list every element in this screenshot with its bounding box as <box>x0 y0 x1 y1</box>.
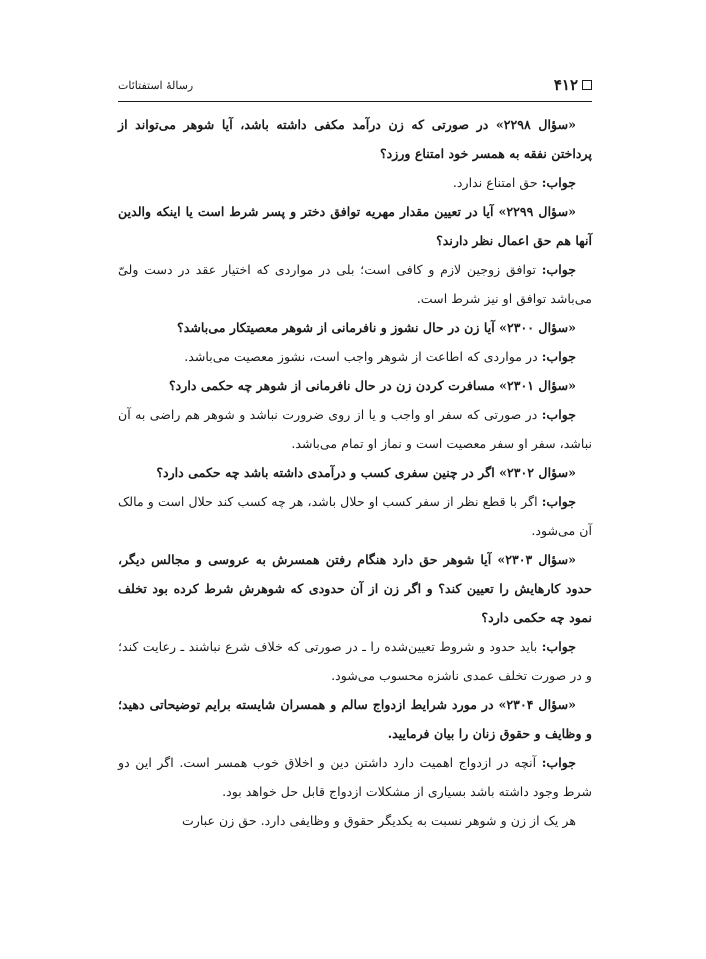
answer-text: در صورتی که سفر او واجب و یا از روی ضرورت نباشد و شوهر هم راضی به آن نباشد، سفر او سفر معصیت است و نماز او تمام می‌باشد. <box>118 407 592 451</box>
question-label: «سؤال ۲۳۰۱» <box>499 378 576 393</box>
qa-content <box>118 110 592 835</box>
question-label: «سؤال ۲۳۰۰» <box>499 320 576 335</box>
question-label: «سؤال ۲۳۰۲» <box>499 465 576 480</box>
answer-label: جواب: <box>541 349 576 364</box>
answer-paragraph <box>118 400 592 458</box>
question-paragraph <box>118 313 592 342</box>
question-text: در مورد شرایط ازدواج سالم و همسران شایسته برایم توضیحاتی دهید؛ و وظایف و حقوق زنان را بیان فرمایید. <box>118 697 592 741</box>
square-bullet-icon <box>582 80 592 90</box>
answer-text: باید حدود و شروط تعیین‌شده را ـ در صورتی که خلاف شرع نباشند ـ رعایت کند؛ و در صورت تخلف عمدی ناشزه محسوب می‌شود. <box>118 639 592 683</box>
page-number: ۴۱۲ <box>554 76 592 94</box>
answer-label: جواب: <box>541 494 576 509</box>
question-text: مسافرت کردن زن در حال نافرمانی از شوهر چه حکمی دارد؟ <box>168 378 500 393</box>
question-label: «سؤال ۲۲۹۸» <box>495 117 576 132</box>
body-text: هر یک از زن و شوهر نسبت به یکدیگر حقوق و وظایفی دارد. حق زن عبارت <box>181 813 576 828</box>
answer-label: جواب: <box>541 262 576 277</box>
answer-label: جواب: <box>541 639 576 654</box>
question-text: آیا شوهر حق دارد هنگام رفتن همسرش به عروسی و مجالس دیگر، حدود کارهایش را تعیین کند؟ و اگر زن از آن حدودی که شوهرش شرط کرده بود تخلف نمود چه حکمی دارد؟ <box>118 552 592 625</box>
answer-text: حق امتناع ندارد. <box>452 175 542 190</box>
question-text: آیا زن در حال نشوز و نافرمانی از شوهر معصیتکار می‌باشد؟ <box>177 320 500 335</box>
question-paragraph <box>118 545 592 632</box>
question-paragraph <box>118 690 592 748</box>
question-paragraph <box>118 371 592 400</box>
question-text: در صورتی که زن درآمد مکفی داشته باشد، آیا شوهر می‌تواند از پرداختن نفقه به همسر خود امتناع ورزد؟ <box>118 117 592 161</box>
question-paragraph <box>118 458 592 487</box>
answer-paragraph <box>118 487 592 545</box>
question-paragraph <box>118 197 592 255</box>
answer-text: در مواردی که اطاعت از شوهر واجب است، نشوز معصیت می‌باشد. <box>184 349 542 364</box>
question-label: «سؤال ۲۳۰۳» <box>497 552 576 567</box>
body-paragraph <box>118 806 592 835</box>
answer-paragraph <box>118 342 592 371</box>
answer-paragraph <box>118 255 592 313</box>
question-label: «سؤال ۲۲۹۹» <box>498 204 576 219</box>
answer-text: آنچه در ازدواج اهمیت دارد داشتن دین و اخلاق خوب همسر است. اگر این دو شرط وجود داشته باشد بسیاری از مشکلات ازدواج قابل حل خواهد بود. <box>118 755 592 799</box>
question-text: اگر در چنین سفری کسب و درآمدی داشته باشد چه حکمی دارد؟ <box>156 465 500 480</box>
answer-text: توافق زوجین لازم و کافی است؛ بلی در مواردی که اختیار عقد در دست ولیّ می‌باشد توافق او نیز شرط است. <box>118 262 592 306</box>
answer-label: جواب: <box>541 175 576 190</box>
question-label: «سؤال ۲۳۰۴» <box>498 697 577 712</box>
question-text: آیا در تعیین مقدار مهریه توافق دختر و پسر شرط است یا اینکه والدین آنها هم حق اعمال نظر دارند؟ <box>118 204 592 248</box>
header-rule <box>118 101 592 102</box>
answer-paragraph <box>118 168 592 197</box>
question-paragraph <box>118 110 592 168</box>
page-header <box>118 76 592 100</box>
answer-label: جواب: <box>541 407 576 422</box>
answer-paragraph <box>118 748 592 806</box>
running-title: رسالهٔ استفتائات <box>118 79 194 92</box>
answer-label: جواب: <box>541 755 576 770</box>
answer-text: اگر با قطع نظر از سفر کسب او حلال باشد، هر چه کسب کند حلال است و مالک آن می‌شود. <box>118 494 592 538</box>
answer-paragraph <box>118 632 592 690</box>
